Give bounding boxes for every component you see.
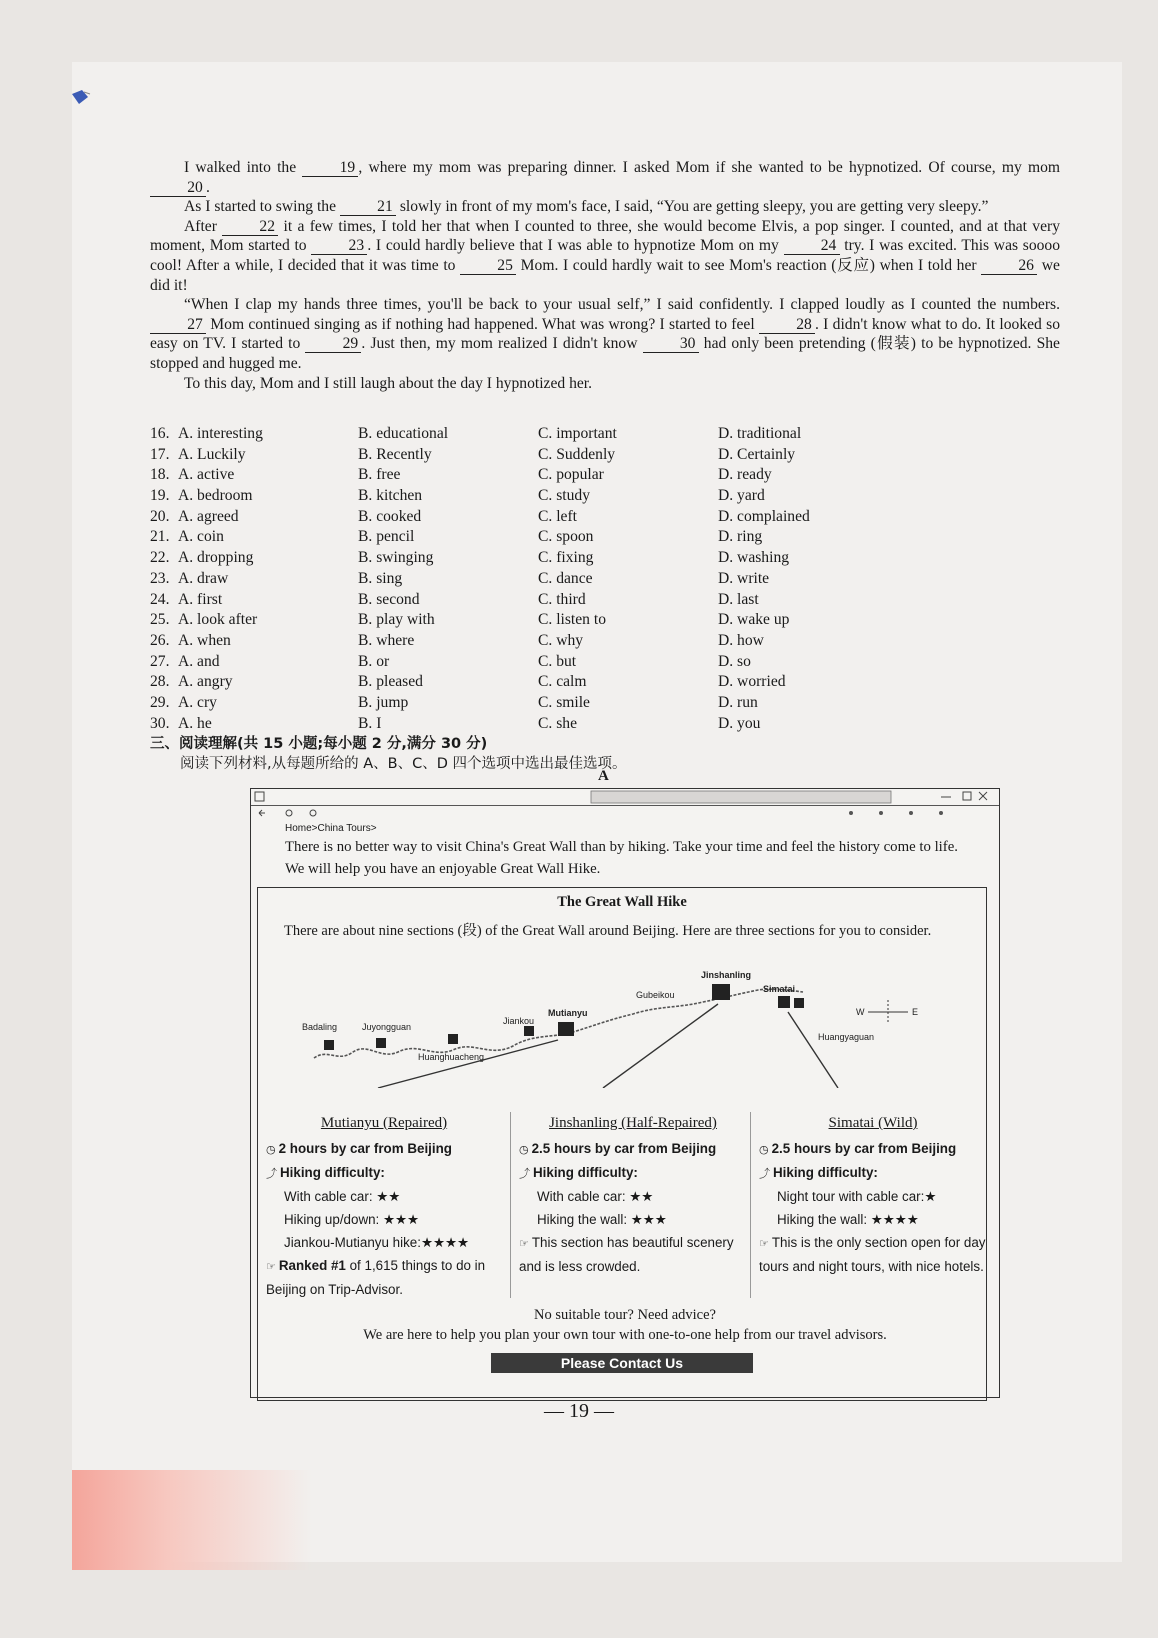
corner-stain bbox=[72, 1470, 312, 1570]
blank-27: 27 bbox=[150, 317, 206, 334]
advice-question: No suitable tour? Need advice? bbox=[534, 1307, 716, 1323]
map-label-mutianyu: Mutianyu bbox=[548, 1008, 588, 1018]
map-label-juyongguan: Juyongguan bbox=[362, 1022, 412, 1032]
great-wall-map bbox=[258, 968, 986, 1088]
section-title: Jinshanling (Half-Repaired) bbox=[549, 1115, 717, 1131]
tower-jiankou-icon bbox=[524, 1026, 534, 1036]
option-row: 28. A. angry B. pleased C. calm D. worried bbox=[150, 673, 786, 691]
page-number: — 19 — bbox=[544, 1400, 614, 1422]
story-paragraph-3: After 22 it a few times, I told her that when I counted to three, she would become Elvis, a pop singer. I counted, and at that very moment, Mom started to 23 . I could hardly believe that I was able to hypnotize Mom on my 24 try. I was excited. This was soooo cool! After a while, I decided that it was time to 25 Mom. I could hardly wait to see Mom's reaction (反应) when I told her 26 we did it! bbox=[150, 217, 1061, 294]
hand-icon: ☞ bbox=[759, 1237, 769, 1250]
option-row: 17. A. Luckily B. Recently C. Suddenly D. Certainly bbox=[150, 445, 796, 463]
blank-25: 25 bbox=[460, 258, 516, 275]
hiker-icon: ⤴ bbox=[759, 1167, 770, 1180]
section-title: Mutianyu (Repaired) bbox=[320, 1115, 448, 1131]
map-label-huanghuacheng: Huanghuacheng bbox=[418, 1052, 485, 1062]
map-label-jiankou: Jiankou bbox=[503, 1016, 535, 1026]
hand-icon: ☞ bbox=[266, 1260, 276, 1273]
blank-28: 28 bbox=[759, 317, 815, 334]
blank-22: 22 bbox=[222, 219, 278, 236]
tower-mutianyu-icon bbox=[558, 1022, 574, 1036]
intro-text: There is no better way to visit China's Great Wall than by hiking. Take your time and feel the history come to life. We will help you have an enjoyable Great Wall Hike. bbox=[285, 839, 958, 877]
hiker-icon: ⤴ bbox=[519, 1167, 530, 1180]
map-label-badaling: Badaling bbox=[302, 1022, 338, 1032]
section-heading: 三、阅读理解(共 15 小题;每小题 2 分,满分 30 分) bbox=[150, 736, 488, 752]
clock-icon: ◷ bbox=[519, 1143, 529, 1156]
story-paragraph-5: To this day, Mom and I still laugh about the day I hypnotized her. bbox=[184, 374, 593, 392]
blank-21: 21 bbox=[340, 199, 396, 216]
hiker-icon: ⤴ bbox=[266, 1167, 277, 1180]
map-label-simatai: Simatai bbox=[763, 984, 796, 994]
option-row: 22. A. dropping B. swinging C. fixing D. washing bbox=[150, 549, 790, 567]
option-row: 23. A. draw B. sing C. dance D. write bbox=[150, 569, 770, 587]
breadcrumb[interactable]: Home>China Tours> bbox=[285, 823, 377, 834]
answer-options bbox=[150, 424, 1050, 734]
passage-letter: A bbox=[598, 768, 609, 784]
story-paragraph-2: As I started to swing the 21 slowly in front of my mom's face, I said, “You are getting sleepy, you are getting very sleepy.” bbox=[184, 198, 989, 216]
option-row: 16. A. interesting B. educational C. important D. traditional bbox=[150, 425, 802, 442]
blank-29: 29 bbox=[305, 336, 361, 353]
option-row: 25. A. look after B. play with C. listen to D. wake up bbox=[150, 611, 790, 629]
clock-icon: ◷ bbox=[759, 1143, 769, 1156]
option-row: 18. A. active B. free C. popular D. ready bbox=[150, 466, 772, 484]
tower-huanghuacheng-icon bbox=[448, 1034, 458, 1044]
arrow-simatai-icon bbox=[788, 1012, 838, 1088]
map-label-huangyaguan: Huangyaguan bbox=[818, 1032, 875, 1042]
section-instruction: 阅读下列材料,从每题所给的 A、B、C、D 四个选项中选出最佳选项。 bbox=[180, 756, 627, 772]
blank-19: 19 bbox=[302, 160, 358, 177]
section-card-mutianyu: Mutianyu (Repaired) ◷ 2 hours by car from Beijing ⤴ Hiking difficulty: With cable car: ★★ Hiking up/down: ★★★ Jiankou-Mutianyu hike:★★★★ ☞ Ranked #1 of 1,615 things to do in Beijing on Trip-Advisor. bbox=[266, 1112, 502, 1298]
story-paragraph-4: “When I clap my hands three times, you'll be back to your usual self,” I said confidently. I clapped loudly as I counted the numbers. 27 Mom continued singing as if nothing had happened. What was wrong? I started to feel 28 . I didn't know what to do. It looked so easy on TV. I started to 29 . Just then, my mom realized I didn't know 30 had only been pretending (假装) to be hypnotized. She stopped and hugged me. bbox=[150, 296, 1060, 372]
box-intro: There are about nine sections (段) of the Great Wall around Beijing. Here are three sections for you to consider. bbox=[284, 923, 932, 939]
blank-26: 26 bbox=[981, 258, 1037, 275]
option-row: 24. A. first B. second C. third D. last bbox=[150, 590, 759, 608]
refresh-icon[interactable] bbox=[310, 810, 316, 816]
blank-23: 23 bbox=[311, 238, 367, 255]
compass-icon bbox=[856, 1000, 918, 1024]
forward-icon[interactable] bbox=[286, 810, 292, 816]
blank-20: 20 bbox=[150, 180, 206, 197]
advice-text bbox=[251, 1305, 999, 1345]
browser-toolbar bbox=[251, 806, 999, 820]
map-label-gubeikou: Gubeikou bbox=[636, 990, 675, 1000]
option-row: 21. A. coin B. pencil C. spoon D. ring bbox=[150, 528, 763, 546]
option-row: 27. A. and B. or C. but D. so bbox=[150, 652, 751, 670]
option-row: 19. A. bedroom B. kitchen C. study D. yard bbox=[150, 487, 765, 505]
browser-tab-bar bbox=[251, 789, 999, 806]
option-row: 20. A. agreed B. cooked C. left D. complained bbox=[150, 507, 810, 525]
contact-us-button[interactable]: Please Contact Us bbox=[491, 1353, 753, 1373]
box-title: The Great Wall Hike bbox=[557, 894, 687, 910]
option-row: 30. A. he B. I C. she D. you bbox=[150, 714, 761, 732]
section-title: Simatai (Wild) bbox=[828, 1115, 918, 1131]
tower-jinshanling-icon bbox=[712, 984, 730, 1000]
tower-simatai-icon bbox=[778, 996, 804, 1008]
section-card-simatai: Simatai (Wild) ◷ 2.5 hours by car from Beijing ⤴ Hiking difficulty: Night tour with cable car:★ Hiking the wall: ★★★★ ☞ This is the only section open for day tours and night tours, with nice hotels. bbox=[750, 1112, 987, 1298]
back-icon[interactable] bbox=[259, 810, 265, 816]
cloze-passage bbox=[150, 158, 1060, 393]
pen-mark-icon bbox=[70, 88, 92, 106]
option-row: 29. A. cry B. jump C. smile D. run bbox=[150, 693, 758, 711]
blank-30: 30 bbox=[643, 336, 699, 353]
sections-columns bbox=[258, 1112, 986, 1298]
option-row: 26. A. when B. where C. why D. how bbox=[150, 631, 764, 649]
section-card-jinshanling: Jinshanling (Half-Repaired) ◷ 2.5 hours by car from Beijing ⤴ Hiking difficulty: With cable car: ★★ Hiking the wall: ★★★ ☞ This section has beautiful scenery and is less crowded. bbox=[510, 1112, 747, 1298]
compass-east: E bbox=[912, 1007, 919, 1017]
webpage-screenshot bbox=[250, 788, 1000, 1398]
blank-24: 24 bbox=[784, 238, 840, 255]
clock-icon: ◷ bbox=[266, 1143, 276, 1156]
compass-west: W bbox=[856, 1007, 865, 1017]
hand-icon: ☞ bbox=[519, 1237, 529, 1250]
map-label-jinshanling: Jinshanling bbox=[701, 970, 752, 980]
tower-juyongguan-icon bbox=[376, 1038, 386, 1048]
tower-badaling-icon bbox=[324, 1040, 334, 1050]
story-paragraph-1: I walked into the 19 , where my mom was preparing dinner. I asked Mom if she wanted to be hypnotized. Of course, my mom 20 . bbox=[150, 158, 1060, 197]
advice-body: We are here to help you plan your own tour with one-to-one help from our travel advisors. bbox=[363, 1327, 887, 1343]
